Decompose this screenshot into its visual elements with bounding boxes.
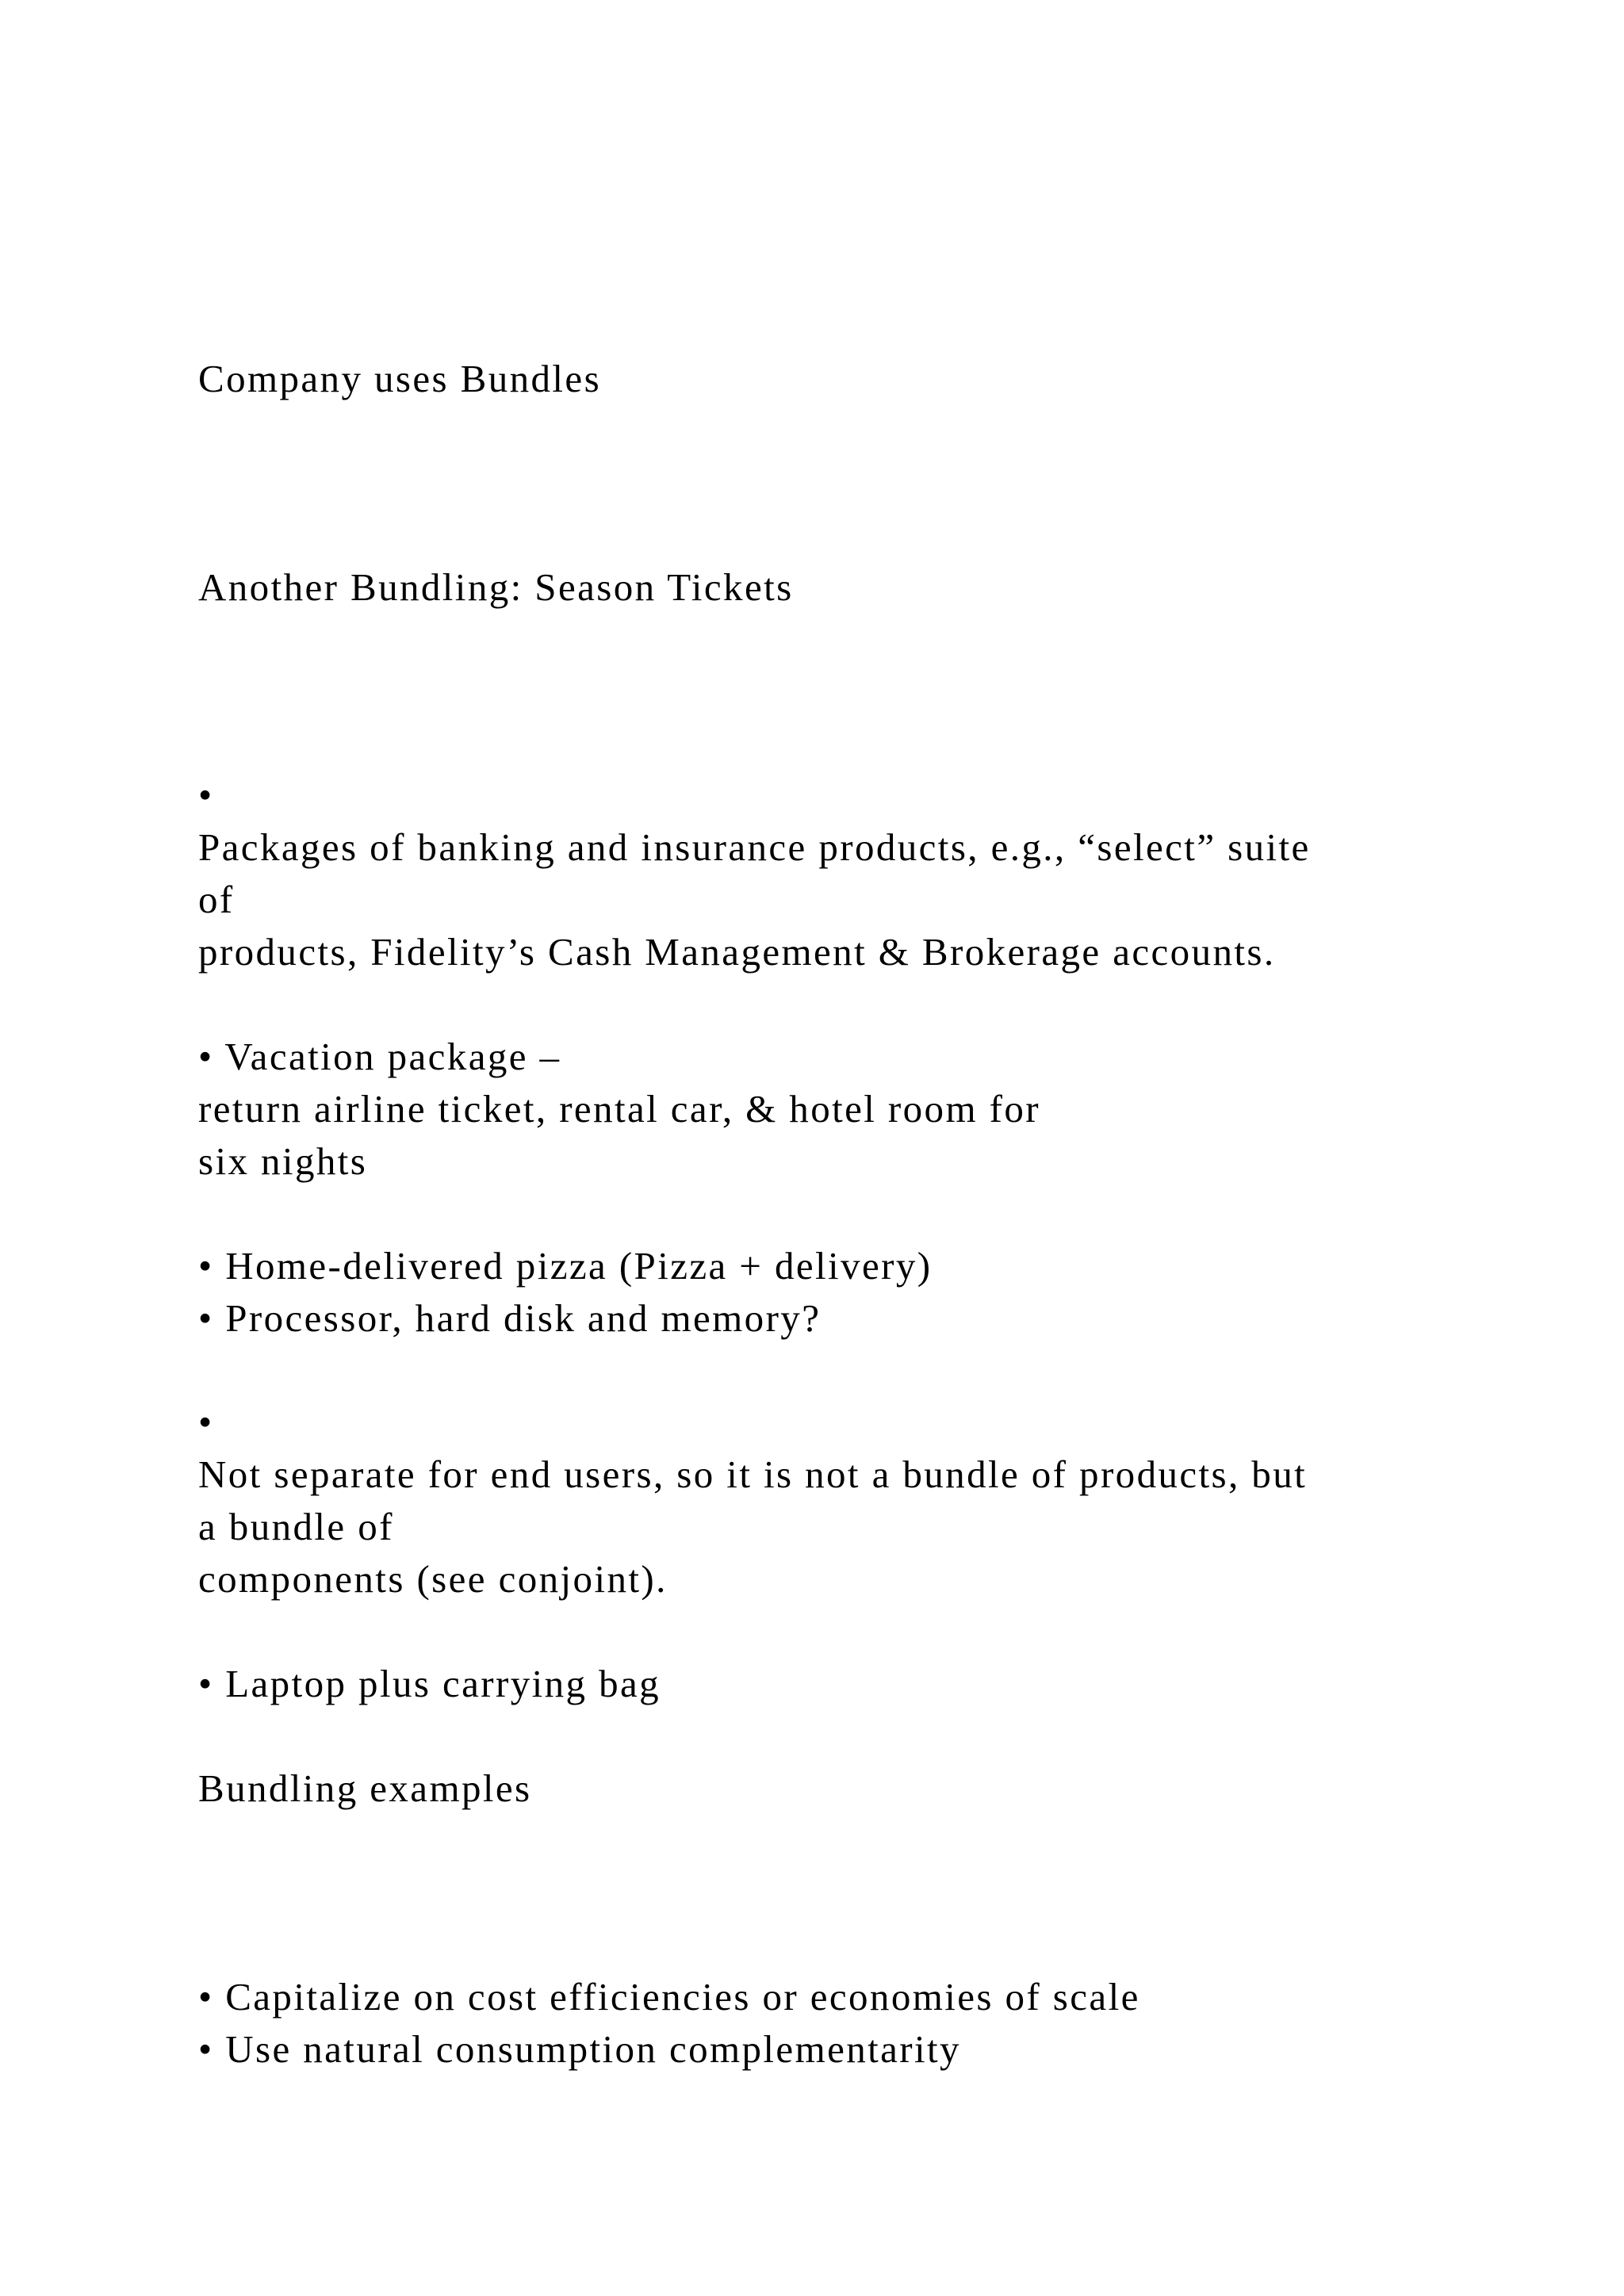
text-line: a bundle of [198, 1505, 394, 1548]
bullet-item: • Capitalize on cost efficiencies or economies of scale [198, 1975, 1140, 2019]
bullet-item: • Home-delivered pizza (Pizza + delivery) [198, 1244, 933, 1288]
bullet-marker: • [198, 773, 214, 817]
text-line: components (see conjoint). [198, 1557, 668, 1601]
bullet-item: • Use natural consumption complementarity [198, 2027, 961, 2071]
bullet-item: • Laptop plus carrying bag [198, 1662, 661, 1705]
text-line: six nights [198, 1139, 368, 1183]
text-line: Not separate for end users, so it is not a bundle of products, but [198, 1452, 1308, 1496]
heading-season-tickets: Another Bundling: Season Tickets [198, 565, 794, 609]
heading-bundling-examples: Bundling examples [198, 1766, 532, 1810]
text-line: products, Fidelity’s Cash Management & Brokerage accounts. [198, 930, 1276, 974]
bullet-marker: • [198, 1400, 214, 1444]
text-line: Packages of banking and insurance products, e.g., “select” suite [198, 825, 1311, 869]
text-line: return airline ticket, rental car, & hotel room for [198, 1087, 1040, 1131]
heading-company-uses-bundles: Company uses Bundles [198, 357, 602, 400]
text-line: of [198, 878, 235, 921]
bullet-item: • Vacation package – [198, 1035, 561, 1078]
bullet-item: • Processor, hard disk and memory? [198, 1296, 822, 1340]
